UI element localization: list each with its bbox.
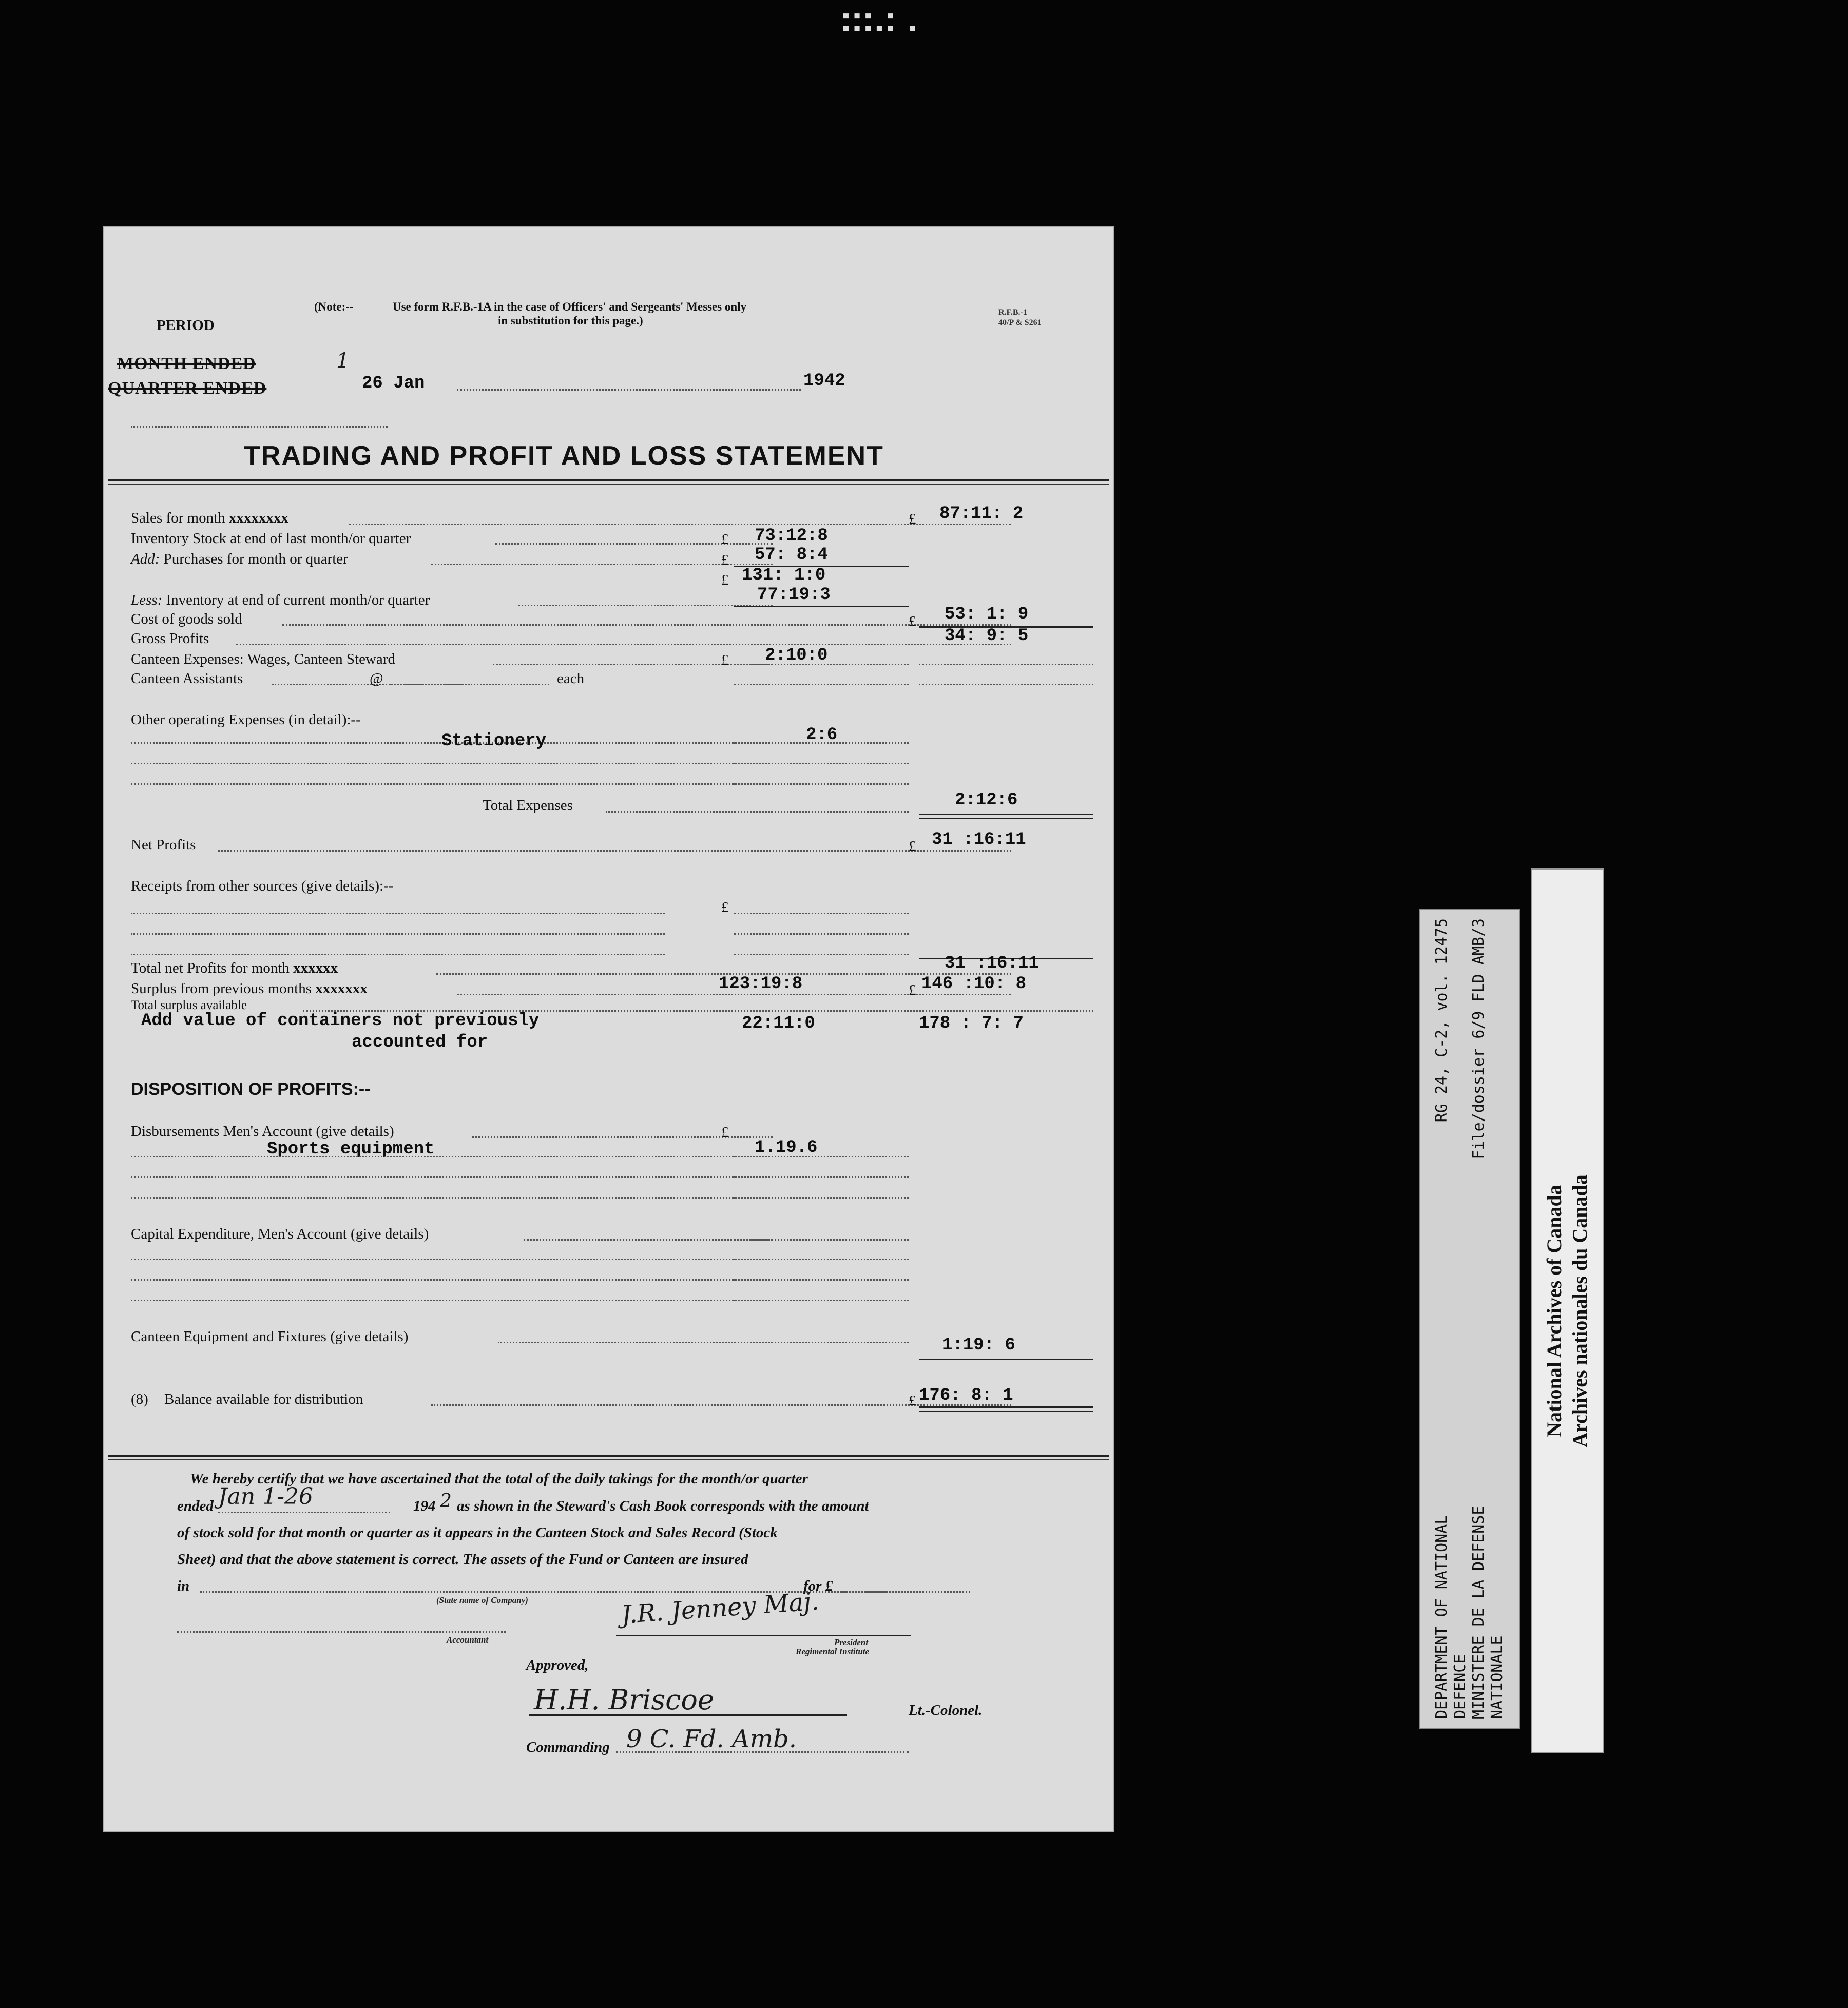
period-blank-line <box>131 426 388 428</box>
balance-value: 176: 8: 1 <box>919 1386 1013 1405</box>
balance-rule-2 <box>919 1411 1093 1412</box>
archives-english: National Archives of Canada <box>1543 1185 1566 1437</box>
surplus-prev-leader <box>457 994 1011 995</box>
assistants-label: Canteen Assistants <box>131 670 243 687</box>
total-net-label-text: Total net Profits for month <box>131 960 290 976</box>
commanding-officer-signature: H.H. Briscoe <box>534 1684 714 1716</box>
net-profits-label: Net Profits <box>131 837 196 853</box>
note-text: Use form R.F.B.-1A in the case of Officers' and Sergeants' Messes only <box>393 300 747 313</box>
inventory-start-value: 73:12:8 <box>755 526 828 546</box>
surplus-prev-currency: £ <box>909 982 916 998</box>
total-surplus-label: Total surplus available <box>131 998 247 1012</box>
capital-col-line-1 <box>734 1259 909 1260</box>
disbursements-label: Disbursements Men's Account (give details) <box>131 1123 394 1140</box>
disbursements-col-line-3 <box>734 1197 909 1199</box>
add-label: Add: <box>131 551 160 567</box>
receipts-col-line-2 <box>734 933 909 935</box>
cogs-currency: £ <box>909 613 916 630</box>
receipts-line-1 <box>131 913 665 914</box>
capital-line-2 <box>131 1279 767 1281</box>
period-date-line <box>457 389 801 391</box>
balance-currency: £ <box>909 1393 916 1409</box>
form-number: R.F.B.-1 <box>998 308 1027 317</box>
statement-document <box>103 226 1114 1832</box>
balance-label: Balance available for distribution <box>164 1391 363 1407</box>
cert-amount-line <box>842 1591 970 1593</box>
title-rule-2 <box>108 484 1109 485</box>
approved-label: Approved, <box>526 1657 589 1673</box>
receipts-col-line-3 <box>734 954 909 955</box>
containers-value: 178 : 7: 7 <box>919 1014 1024 1033</box>
cogs-leader <box>282 624 1011 626</box>
capital-line-1 <box>131 1259 767 1260</box>
certification-rule-2 <box>108 1459 1109 1460</box>
sales-currency: £ <box>909 511 916 527</box>
cogs-label: Cost of goods sold <box>131 611 242 627</box>
capital-col-line-2 <box>734 1279 909 1281</box>
disbursements-line-3 <box>131 1197 767 1199</box>
cert-line-4: Sheet) and that the above statement is correct. The assets of the Fund or Canteen are insured <box>177 1551 748 1568</box>
lt-colonel-label: Lt.-Colonel. <box>909 1702 983 1719</box>
total-expenses-rule-2 <box>919 818 1093 819</box>
subtotal-currency: £ <box>721 572 729 588</box>
disbursements-line-2 <box>131 1176 767 1178</box>
sales-struck: xxxxxxxx <box>228 510 288 526</box>
total-expenses-rule <box>919 814 1093 815</box>
cert-line-2-pre: ended <box>177 1498 214 1514</box>
other-col-line-2 <box>734 763 909 764</box>
other-col-line-3 <box>734 783 909 785</box>
receipts-line-3 <box>131 954 665 955</box>
cert-handwritten-dates: Jan 1-26 <box>218 1483 314 1510</box>
balance-rule <box>919 1406 1093 1408</box>
inventory-start-label: Inventory Stock at end of last month/or quarter <box>131 530 411 547</box>
canteen-exp-col2-line <box>919 664 1093 665</box>
stationery-label: Stationery <box>441 731 547 751</box>
containers-label: Add value of containers not previously <box>141 1011 540 1031</box>
title-rule <box>108 479 1109 481</box>
archive-file: File/dossier 6/9 FLD AMB/3 <box>1470 918 1488 1160</box>
receipts-label: Receipts from other sources (give details):-- <box>131 878 394 894</box>
president-signature-line <box>616 1635 911 1636</box>
dept-line-1: DEPARTMENT OF NATIONAL <box>1433 1515 1451 1719</box>
cert-line-2-post: as shown in the Steward's Cash Book corresponds with the amount <box>457 1498 869 1514</box>
quarter-ended-label: QUARTER ENDED <box>108 379 267 398</box>
cert-year-hand: 2 <box>440 1491 452 1512</box>
state-name-caption: (State name of Company) <box>436 1595 528 1605</box>
capital-label: Capital Expenditure, Men's Account (give details) <box>131 1226 429 1242</box>
equipment-leader <box>498 1342 773 1343</box>
cert-line-3: of stock sold for that month or quarter as it appears in the Canteen Stock and Sales Record (Stock <box>177 1524 778 1541</box>
assistants-each: each <box>557 670 585 687</box>
sales-label <box>131 510 288 527</box>
stationery-value: 2:6 <box>806 725 838 745</box>
net-profits-leader <box>218 850 1011 852</box>
period-label: PERIOD <box>157 317 215 334</box>
sales-value: 87:11: 2 <box>939 504 1024 524</box>
note-text-2: in substitution for this page.) <box>498 314 643 327</box>
statement-title: TRADING AND PROFIT AND LOSS STATEMENT <box>244 441 884 471</box>
archives-french: Archives nationales du Canada <box>1568 1174 1591 1447</box>
period-year: 1942 <box>803 371 845 391</box>
equipment-col-line <box>734 1342 909 1343</box>
containers-mid: 22:11:0 <box>742 1014 815 1033</box>
lt-colonel-signature-line <box>529 1714 847 1716</box>
inventory-end-label: Inventory at end of current month/or quarter <box>166 592 430 608</box>
less-label: Less: <box>131 592 163 608</box>
surplus-prev-mid: 123:19:8 <box>719 974 803 994</box>
purchases-currency: £ <box>721 552 729 568</box>
total-expenses-col-line <box>734 811 909 813</box>
president-signature: J.R. Jenney Maj. <box>620 1587 820 1630</box>
disbursements-col-line-2 <box>734 1176 909 1178</box>
surplus-prev-value: 146 :10: 8 <box>921 974 1027 994</box>
president-caption: President <box>834 1637 869 1647</box>
assistants-col-line <box>734 684 909 685</box>
assistants-rate-line <box>390 684 549 685</box>
cogs-value: 53: 1: 9 <box>945 605 1029 624</box>
sales-label-text: Sales for month <box>131 510 225 526</box>
balance-number: (8) <box>131 1391 148 1407</box>
dept-line-4: NATIONALE <box>1488 1635 1506 1719</box>
purchases-label: Purchases for month or quarter <box>163 551 348 567</box>
inventory-end-value: 77:19:3 <box>757 585 831 605</box>
net-profits-value: 31 :16:11 <box>932 830 1026 849</box>
disbursements-col-line-1 <box>734 1156 909 1157</box>
period-date: 26 Jan <box>362 374 425 393</box>
archive-reference-label <box>1419 909 1520 1729</box>
capital-line-3 <box>131 1300 767 1301</box>
disbursements-line-1 <box>131 1156 767 1157</box>
cert-for: for £ <box>803 1578 833 1594</box>
canteen-expenses-label: Canteen Expenses: Wages, Canteen Steward <box>131 651 395 667</box>
subtotal-value: 131: 1:0 <box>742 566 826 585</box>
other-expenses-label: Other operating Expenses (in detail):-- <box>131 711 361 728</box>
national-archives-label <box>1531 868 1604 1753</box>
gross-profit-leader <box>236 644 1011 645</box>
total-expenses-value: 2:12:6 <box>955 790 1018 810</box>
total-net-value: 31 :16:11 <box>945 954 1039 973</box>
inventory-currency: £ <box>721 531 729 548</box>
surplus-prev-label-text: Surplus from previous months <box>131 980 312 997</box>
cert-line-1: We hereby certify that we have ascertained that the total of the daily takings for the month/or quarter <box>190 1471 808 1487</box>
month-ended-label: MONTH ENDED <box>117 354 256 373</box>
film-edge-marks: ▪▪▪ ▪ ▪▪▪▪▪ ▪ <box>842 8 920 35</box>
other-expenses-line-3 <box>131 783 767 785</box>
canteen-expenses-currency: £ <box>721 652 729 668</box>
commanding-label: Commanding <box>526 1739 610 1755</box>
receipts-line-2 <box>131 933 665 935</box>
capital-col-line <box>734 1239 909 1241</box>
inventory-end-rule <box>734 606 909 607</box>
surplus-prev-label <box>131 980 368 997</box>
disbursements-currency: £ <box>721 1124 729 1141</box>
accountant-signature-line <box>177 1631 506 1633</box>
capital-col-line-3 <box>734 1300 909 1301</box>
total-expenses-label: Total Expenses <box>483 797 573 814</box>
cert-year: 194 <box>413 1498 436 1514</box>
equipment-rule <box>919 1359 1093 1360</box>
commanding-unit-hand: 9 C. Fd. Amb. <box>626 1725 797 1753</box>
stationery-col-line <box>734 742 909 744</box>
total-net-label <box>131 960 338 977</box>
period-hand-mark: 1 <box>336 349 350 373</box>
canteen-exp-col-line <box>734 664 909 665</box>
equipment-value: 1:19: 6 <box>942 1336 1015 1355</box>
accountant-caption: Accountant <box>447 1635 489 1645</box>
net-profits-currency: £ <box>909 838 916 855</box>
purchases-value: 57: 8:4 <box>755 545 828 565</box>
gross-profit-value: 34: 9: 5 <box>945 626 1029 646</box>
regimental-caption: Regimental Institute <box>796 1647 870 1656</box>
equipment-label: Canteen Equipment and Fixtures (give details) <box>131 1328 409 1345</box>
assistants-col2-line <box>919 684 1093 685</box>
inventory-start-leader <box>495 543 773 545</box>
assistants-at: @ <box>370 670 383 687</box>
certification-rule <box>108 1455 1109 1457</box>
cert-line-5-pre: in <box>177 1578 190 1594</box>
canteen-expenses-leader <box>493 664 773 665</box>
cert-dates-line <box>218 1512 390 1513</box>
sports-value: 1.19.6 <box>755 1138 818 1157</box>
receipts-currency: £ <box>721 899 729 916</box>
commanding-unit-line <box>616 1751 909 1753</box>
note-prefix: (Note:-- <box>314 300 354 313</box>
dept-line-3: MINISTERE DE LA DEFENSE <box>1470 1505 1488 1719</box>
surplus-prev-struck: xxxxxxx <box>315 980 368 997</box>
total-net-struck: xxxxxx <box>293 960 338 976</box>
other-expenses-line-2 <box>131 763 767 764</box>
dept-line-2: DEFENCE <box>1451 1654 1469 1719</box>
disposition-heading: DISPOSITION OF PROFITS:-- <box>131 1079 371 1099</box>
receipts-col-line-1 <box>734 913 909 914</box>
gross-profit-label: Gross Profits <box>131 630 209 647</box>
form-number-2: 40/P & S261 <box>998 318 1042 327</box>
sports-label: Sports equipment <box>267 1140 435 1159</box>
containers-label-2: accounted for <box>352 1033 488 1052</box>
archive-ref: RG 24, C-2, vol. 12475 <box>1433 918 1451 1123</box>
canteen-expenses-value: 2:10:0 <box>765 646 828 665</box>
